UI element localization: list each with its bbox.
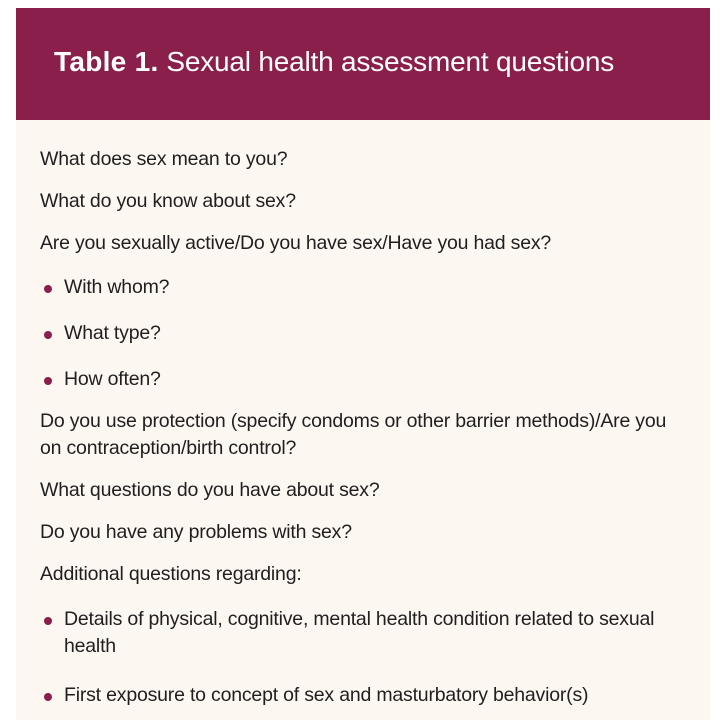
table-title: Sexual health assessment questions bbox=[166, 46, 615, 77]
bullet-dot-icon bbox=[44, 693, 52, 701]
bullet-text: What type? bbox=[64, 322, 161, 344]
bullet-text: First exposure to concept of sex and masturbatory behavior(s) bbox=[64, 684, 589, 706]
bullet-dot-icon bbox=[44, 377, 52, 385]
bullet-dot-icon bbox=[44, 285, 52, 293]
table-header bbox=[16, 8, 710, 120]
question-protection: Do you use protection (specify condoms or other barrier methods)/Are you on contraception/birth control? bbox=[40, 410, 667, 459]
question-sex-questions: What questions do you have about sex? bbox=[40, 479, 380, 501]
bullet-dot-icon bbox=[44, 331, 52, 339]
bullet-text: With whom? bbox=[64, 276, 170, 298]
bullet-text: How often? bbox=[64, 368, 161, 390]
question-sex-meaning: What does sex mean to you? bbox=[40, 148, 288, 170]
bullet-dot-icon bbox=[44, 617, 52, 625]
question-sexually-active: Are you sexually active/Do you have sex/Have you had sex? bbox=[40, 232, 552, 254]
sexual-health-table bbox=[16, 8, 710, 720]
table-label: Table 1. bbox=[54, 46, 159, 77]
question-sex-knowledge: What do you know about sex? bbox=[40, 190, 296, 212]
question-sex-problems: Do you have any problems with sex? bbox=[40, 521, 352, 543]
bullet-text: Details of physical, cognitive, mental health condition related to sexual health bbox=[64, 608, 655, 657]
question-additional: Additional questions regarding: bbox=[40, 563, 302, 585]
